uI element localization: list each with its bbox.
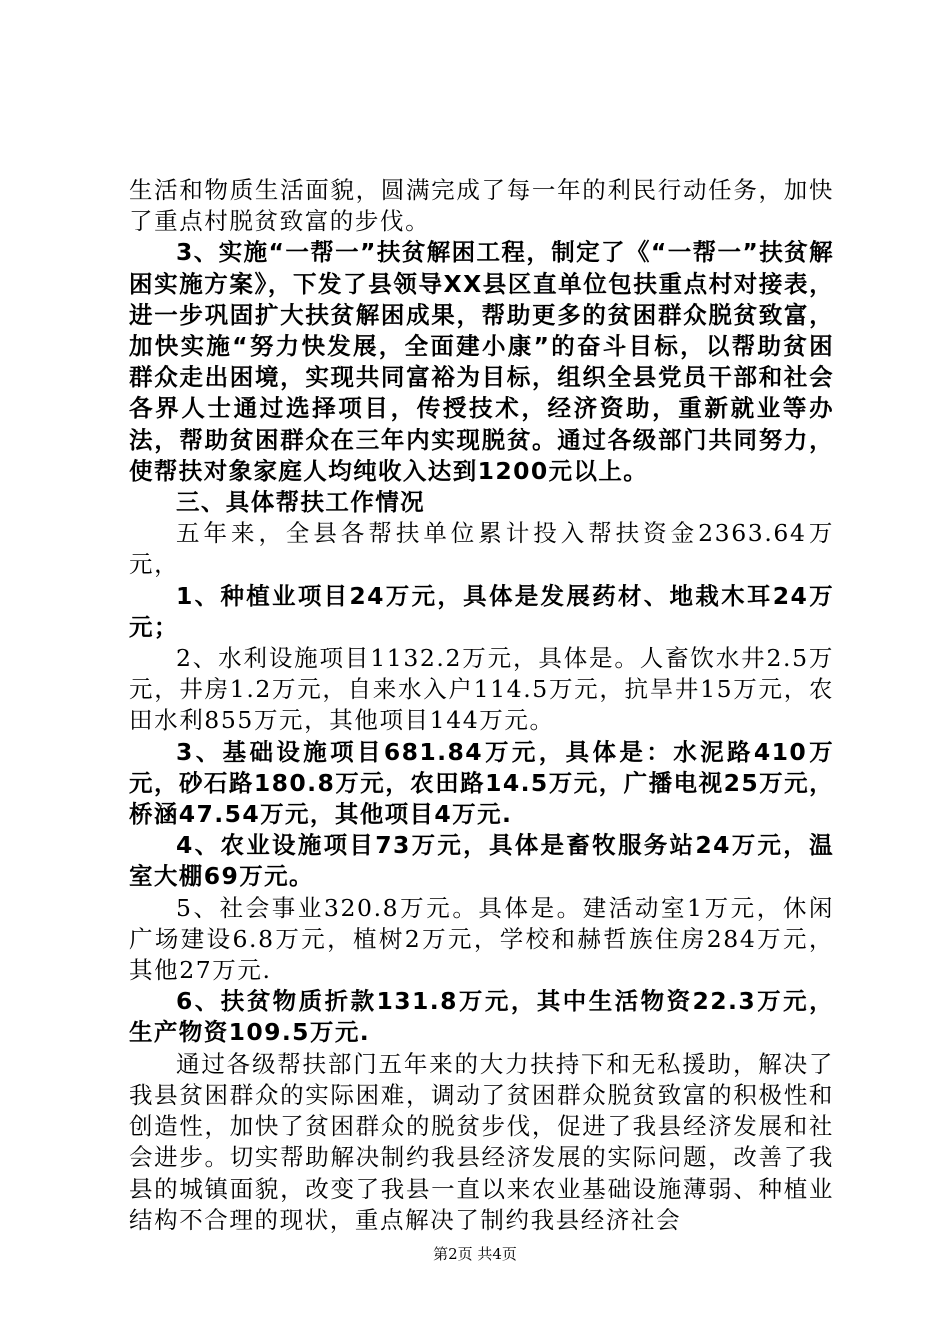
paragraph-7: 3、基础设施项目681.84万元，具体是：水泥路410万元，砂石路180.8万元，农田路14.5万元，广播电视25万元，桥涵47.54万元，其他项目4万元. bbox=[129, 737, 834, 829]
paragraph-1: 生活和物质生活面貌，圆满完成了每一年的利民行动任务，加快了重点村脱贫致富的步伐。 bbox=[129, 176, 834, 236]
document-body bbox=[129, 175, 834, 1236]
page-number-footer: 第2页 共4页 bbox=[433, 1245, 517, 1263]
section-heading: 三、具体帮扶工作情况 bbox=[176, 488, 425, 517]
paragraph-11: 通过各级帮扶部门五年来的大力扶持下和无私援助，解决了我县贫困群众的实际困难，调动了贫困群众脱贫致富的积极性和创造性，加快了贫困群众的脱贫步伐，促进了我县经济发展和社会进步。切实帮助解决制约我县经济发展的实际问题，改善了我县的城镇面貌，改变了我县一直以来农业基础设施薄弱、种植业结构不合理的现状，重点解决了制约我县经济社会 bbox=[129, 1049, 834, 1234]
paragraph-5: 1、种植业项目24万元，具体是发展药材、地栽木耳24万元； bbox=[129, 581, 834, 641]
paragraph-2: 3、实施“一帮一”扶贫解困工程，制定了《“一帮一”扶贫解困实施方案》，下发了县领导XX县区直单位包扶重点村对接表，进一步巩固扩大扶贫解困成果，帮助更多的贫困群众脱贫致富，加快实施“努力快发展，全面建小康”的奋斗目标，以帮助贫困群众走出困境，实现共同富裕为目标，组织全县党员干部和社会各界人士通过选择项目，传授技术，经济资助，重新就业等办法，帮助贫困群众在三年内实现脱贫。通过各级部门共同努力，使帮扶对象家庭人均纯收入达到1200元以上。 bbox=[129, 238, 834, 485]
paragraph-8: 4、农业设施项目73万元，具体是畜牧服务站24万元，温室大棚69万元。 bbox=[129, 831, 834, 891]
paragraph-9: 5、社会事业320.8万元。具体是。建活动室1万元，休闲广场建设6.8万元，植树2万元，学校和赫哲族住房284万元，其他27万元. bbox=[129, 893, 834, 985]
paragraph-10: 6、扶贫物质折款131.8万元，其中生活物资22.3万元，生产物资109.5万元. bbox=[129, 987, 834, 1047]
paragraph-6: 2、水利设施项目1132.2万元，具体是。人畜饮水井2.5万元，井房1.2万元，自来水入户114.5万元，抗旱井15万元，农田水利855万元，其他项目144万元。 bbox=[129, 644, 834, 735]
paragraph-4: 五年来，全县各帮扶单位累计投入帮扶资金2363.64万元， bbox=[129, 519, 834, 579]
